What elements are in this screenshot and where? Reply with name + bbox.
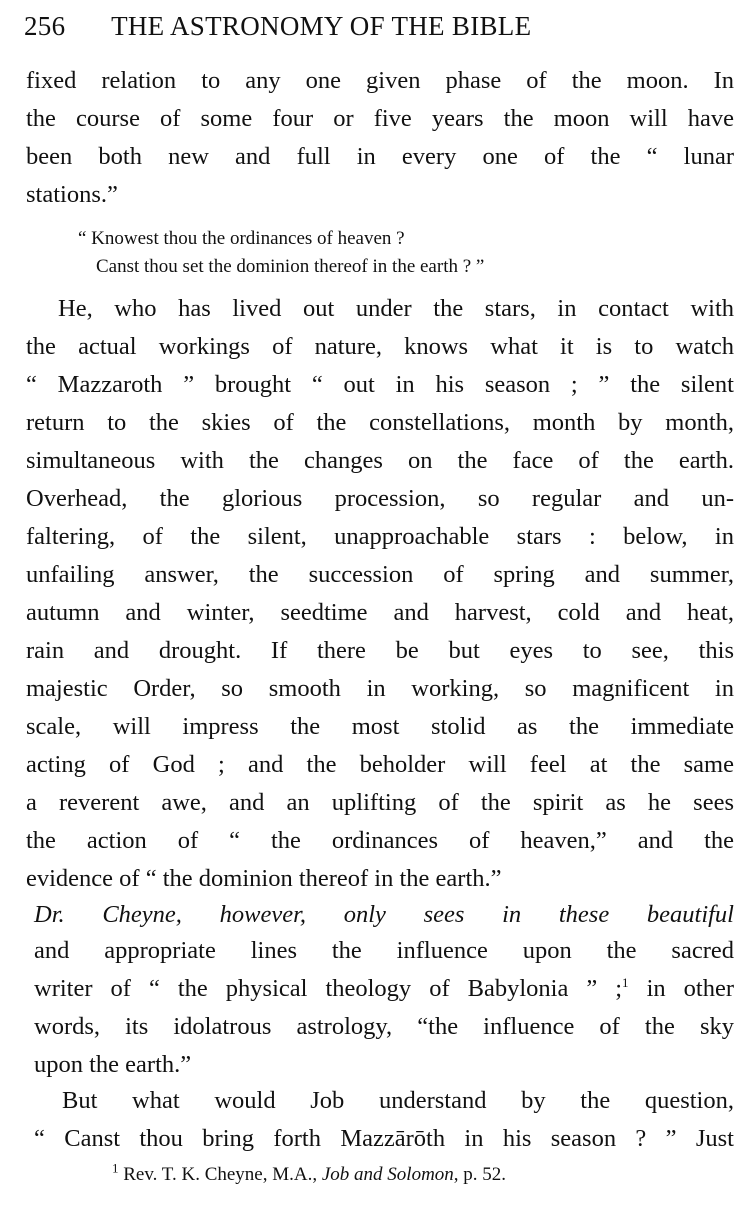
text-line: autumn and winter, seedtime and harvest, cold and heat, <box>26 599 734 626</box>
text-line: the course of some four or five years the moon will have <box>26 105 734 132</box>
text-line: unfailing answer, the succession of spring and summer, <box>26 561 734 588</box>
text-line: majestic Order, so smooth in working, so magnificent in <box>26 675 734 702</box>
text-line: Overhead, the glorious procession, so regular and un- <box>26 485 734 512</box>
text-segment: writer of “ the physical theology of Babylonia ” ; <box>34 975 623 1002</box>
text-line: the actual workings of nature, knows what it is to watch <box>26 333 734 360</box>
text-line: rain and drought. If there be but eyes to see, this <box>26 637 734 664</box>
text-line: evidence of “ the dominion thereof in the earth.” <box>26 865 502 892</box>
footnote-marker: 1 <box>112 1160 119 1176</box>
text-line: simultaneous with the changes on the face of the earth. <box>26 447 734 474</box>
text-line: He, who has lived out under the stars, in contact with <box>58 295 734 322</box>
text-line: words, its idolatrous astrology, “the influence of the sky <box>34 1013 734 1040</box>
footnote-title: Job and Solomon <box>321 1164 454 1185</box>
page-number: 256 <box>24 11 66 41</box>
text-line: return to the skies of the constellations, month by month, <box>26 409 734 436</box>
text-segment: in other <box>628 975 734 1002</box>
text-line: fixed relation to any one given phase of the moon. In <box>26 67 734 94</box>
text-line: “ Canst thou bring forth Mazzārōth in his season ? ” Just <box>34 1125 734 1152</box>
text-line: the action of “ the ordinances of heaven,” and the <box>26 827 734 854</box>
quote-line-2: Canst thou set the dominion thereof in the earth ? ” <box>96 256 485 277</box>
text-line: acting of God ; and the beholder will feel at the same <box>26 751 734 778</box>
text-line: scale, will impress the most stolid as the immediate <box>26 713 734 740</box>
text-line: been both new and full in every one of the “ lunar <box>26 143 734 170</box>
text-line-with-footnote-ref <box>34 970 734 1008</box>
text-line: a reverent awe, and an uplifting of the spirit as he sees <box>26 789 734 816</box>
text-line: and appropriate lines the influence upon the sacred <box>34 937 734 964</box>
footnote <box>112 1160 672 1190</box>
footnote-reference: 1 <box>622 974 629 990</box>
text-line: Dr. Cheyne, however, only sees in these beautiful <box>34 901 734 928</box>
text-line: upon the earth.” <box>34 1051 192 1078</box>
running-title: THE ASTRONOMY OF THE BIBLE <box>111 11 532 41</box>
quote-line-1: “ Knowest thou the ordinances of heaven ? <box>78 228 405 249</box>
footnote-page: , p. 52. <box>453 1164 507 1185</box>
text-line: stations.” <box>26 181 118 208</box>
running-header <box>24 6 734 46</box>
text-line: “ Mazzaroth ” brought “ out in his season ; ” the silent <box>26 371 734 398</box>
text-line: faltering, of the silent, unapproachable stars : below, in <box>26 523 734 550</box>
footnote-author: Rev. T. K. Cheyne, M.A., <box>118 1164 322 1185</box>
text-line: But what would Job understand by the question, <box>62 1087 734 1114</box>
